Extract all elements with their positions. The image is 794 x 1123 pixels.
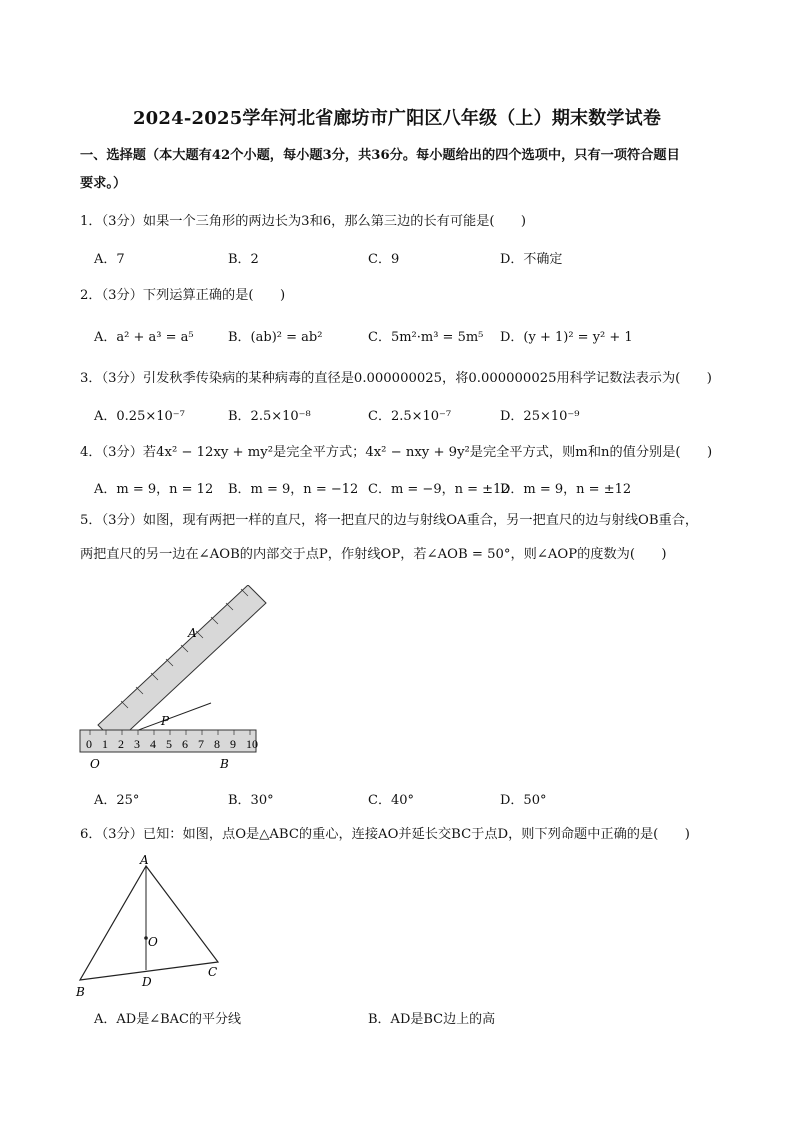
q5-ruler-figure xyxy=(76,585,276,775)
ruler-digit: 10 xyxy=(246,737,258,751)
label-o: O xyxy=(148,935,158,949)
q6-triangle-figure xyxy=(72,852,242,1002)
label-b: B xyxy=(220,757,229,771)
q3-option-d[interactable]: D．25×10⁻⁹ xyxy=(500,409,580,424)
page-title: 2024-2025学年河北省廊坊市广阳区八年级（上）期末数学试卷 xyxy=(132,108,662,129)
q1-option-b[interactable]: B．2 xyxy=(228,252,259,267)
q5-option-d[interactable]: D．50° xyxy=(500,793,547,808)
question-6-stem: 6．（3分）已知：如图，点O是△ABC的重心，连接AO并延长交BC于点D，则下列命题中正确的是( ) xyxy=(80,827,690,842)
q2-option-c[interactable]: C．5m²·m³ = 5m⁵ xyxy=(368,330,484,345)
ruler-digit: 3 xyxy=(134,737,140,751)
q5-option-b[interactable]: B．30° xyxy=(228,793,274,808)
q3-option-c[interactable]: C．2.5×10⁻⁷ xyxy=(368,409,452,424)
q1-option-d[interactable]: D．不确定 xyxy=(500,252,563,267)
question-3-stem: 3．（3分）引发秋季传染病的某种病毒的直径是0.000000025，将0.000000025用科学记数法表示为( ) xyxy=(80,371,712,386)
ruler-digit: 5 xyxy=(166,737,172,751)
label-c: C xyxy=(208,965,218,979)
label-a: A xyxy=(140,853,149,867)
label-d: D xyxy=(142,975,152,989)
label-b: B xyxy=(76,985,85,999)
ruler-digit: 9 xyxy=(230,737,236,751)
ruler-digit: 1 xyxy=(102,737,108,751)
section-heading-cont: 要求。） xyxy=(80,176,127,191)
ruler-digit: 7 xyxy=(198,737,204,751)
section-heading: 一、选择题（本大题有42个小题，每小题3分，共36分。每小题给出的四个选项中，只有一项符合题目 xyxy=(80,148,680,163)
ruler-digit: 2 xyxy=(118,737,124,751)
q1-option-a[interactable]: A．7 xyxy=(94,252,125,267)
ruler-digit: 4 xyxy=(150,737,156,751)
question-5-stem-line1: 5．（3分）如图，现有两把一样的直尺，将一把直尺的边与射线OA重合，另一把直尺的边与射线OB重合， xyxy=(80,513,699,528)
question-5-stem-line2: 两把直尺的另一边在∠AOB的内部交于点P，作射线OP，若∠AOB = 50°，则∠AOP的度数为( ) xyxy=(80,547,667,562)
q4-option-c[interactable]: C．m = −9，n = ±12 xyxy=(368,482,510,497)
ruler-digit: 6 xyxy=(182,737,188,751)
q6-option-a[interactable]: A．AD是∠BAC的平分线 xyxy=(94,1012,241,1027)
q5-option-a[interactable]: A．25° xyxy=(94,793,140,808)
q2-option-a[interactable]: A．a² + a³ = a⁵ xyxy=(94,330,194,345)
q1-option-c[interactable]: C．9 xyxy=(368,252,400,267)
label-p: P xyxy=(161,714,170,728)
question-1-stem: 1．（3分）如果一个三角形的两边长为3和6，那么第三边的长有可能是( ) xyxy=(80,214,527,229)
triangle-abc xyxy=(80,866,218,980)
q2-option-d[interactable]: D．(y + 1)² = y² + 1 xyxy=(500,330,633,345)
q3-option-b[interactable]: B．2.5×10⁻⁸ xyxy=(228,409,311,424)
q4-option-b[interactable]: B．m = 9，n = −12 xyxy=(228,482,359,497)
ruler-digit: 8 xyxy=(214,737,220,751)
q2-option-b[interactable]: B．(ab)² = ab² xyxy=(228,330,323,345)
question-2-stem: 2．（3分）下列运算正确的是( ) xyxy=(80,288,286,303)
ruler-digit: 0 xyxy=(86,737,92,751)
q5-option-c[interactable]: C．40° xyxy=(368,793,414,808)
q3-option-a[interactable]: A．0.25×10⁻⁷ xyxy=(94,409,185,424)
q4-option-d[interactable]: D．m = 9，n = ±12 xyxy=(500,482,632,497)
label-a: A xyxy=(188,626,197,640)
q6-option-b[interactable]: B．AD是BC边上的高 xyxy=(368,1012,496,1027)
question-4-stem: 4．（3分）若4x² − 12xy + my²是完全平方式；4x² − nxy + 9y²是完全平方式，则m和n的值分别是( ) xyxy=(80,445,713,460)
q4-option-a[interactable]: A．m = 9，n = 12 xyxy=(94,482,214,497)
label-o: O xyxy=(90,757,100,771)
rotated-ruler xyxy=(98,585,266,743)
